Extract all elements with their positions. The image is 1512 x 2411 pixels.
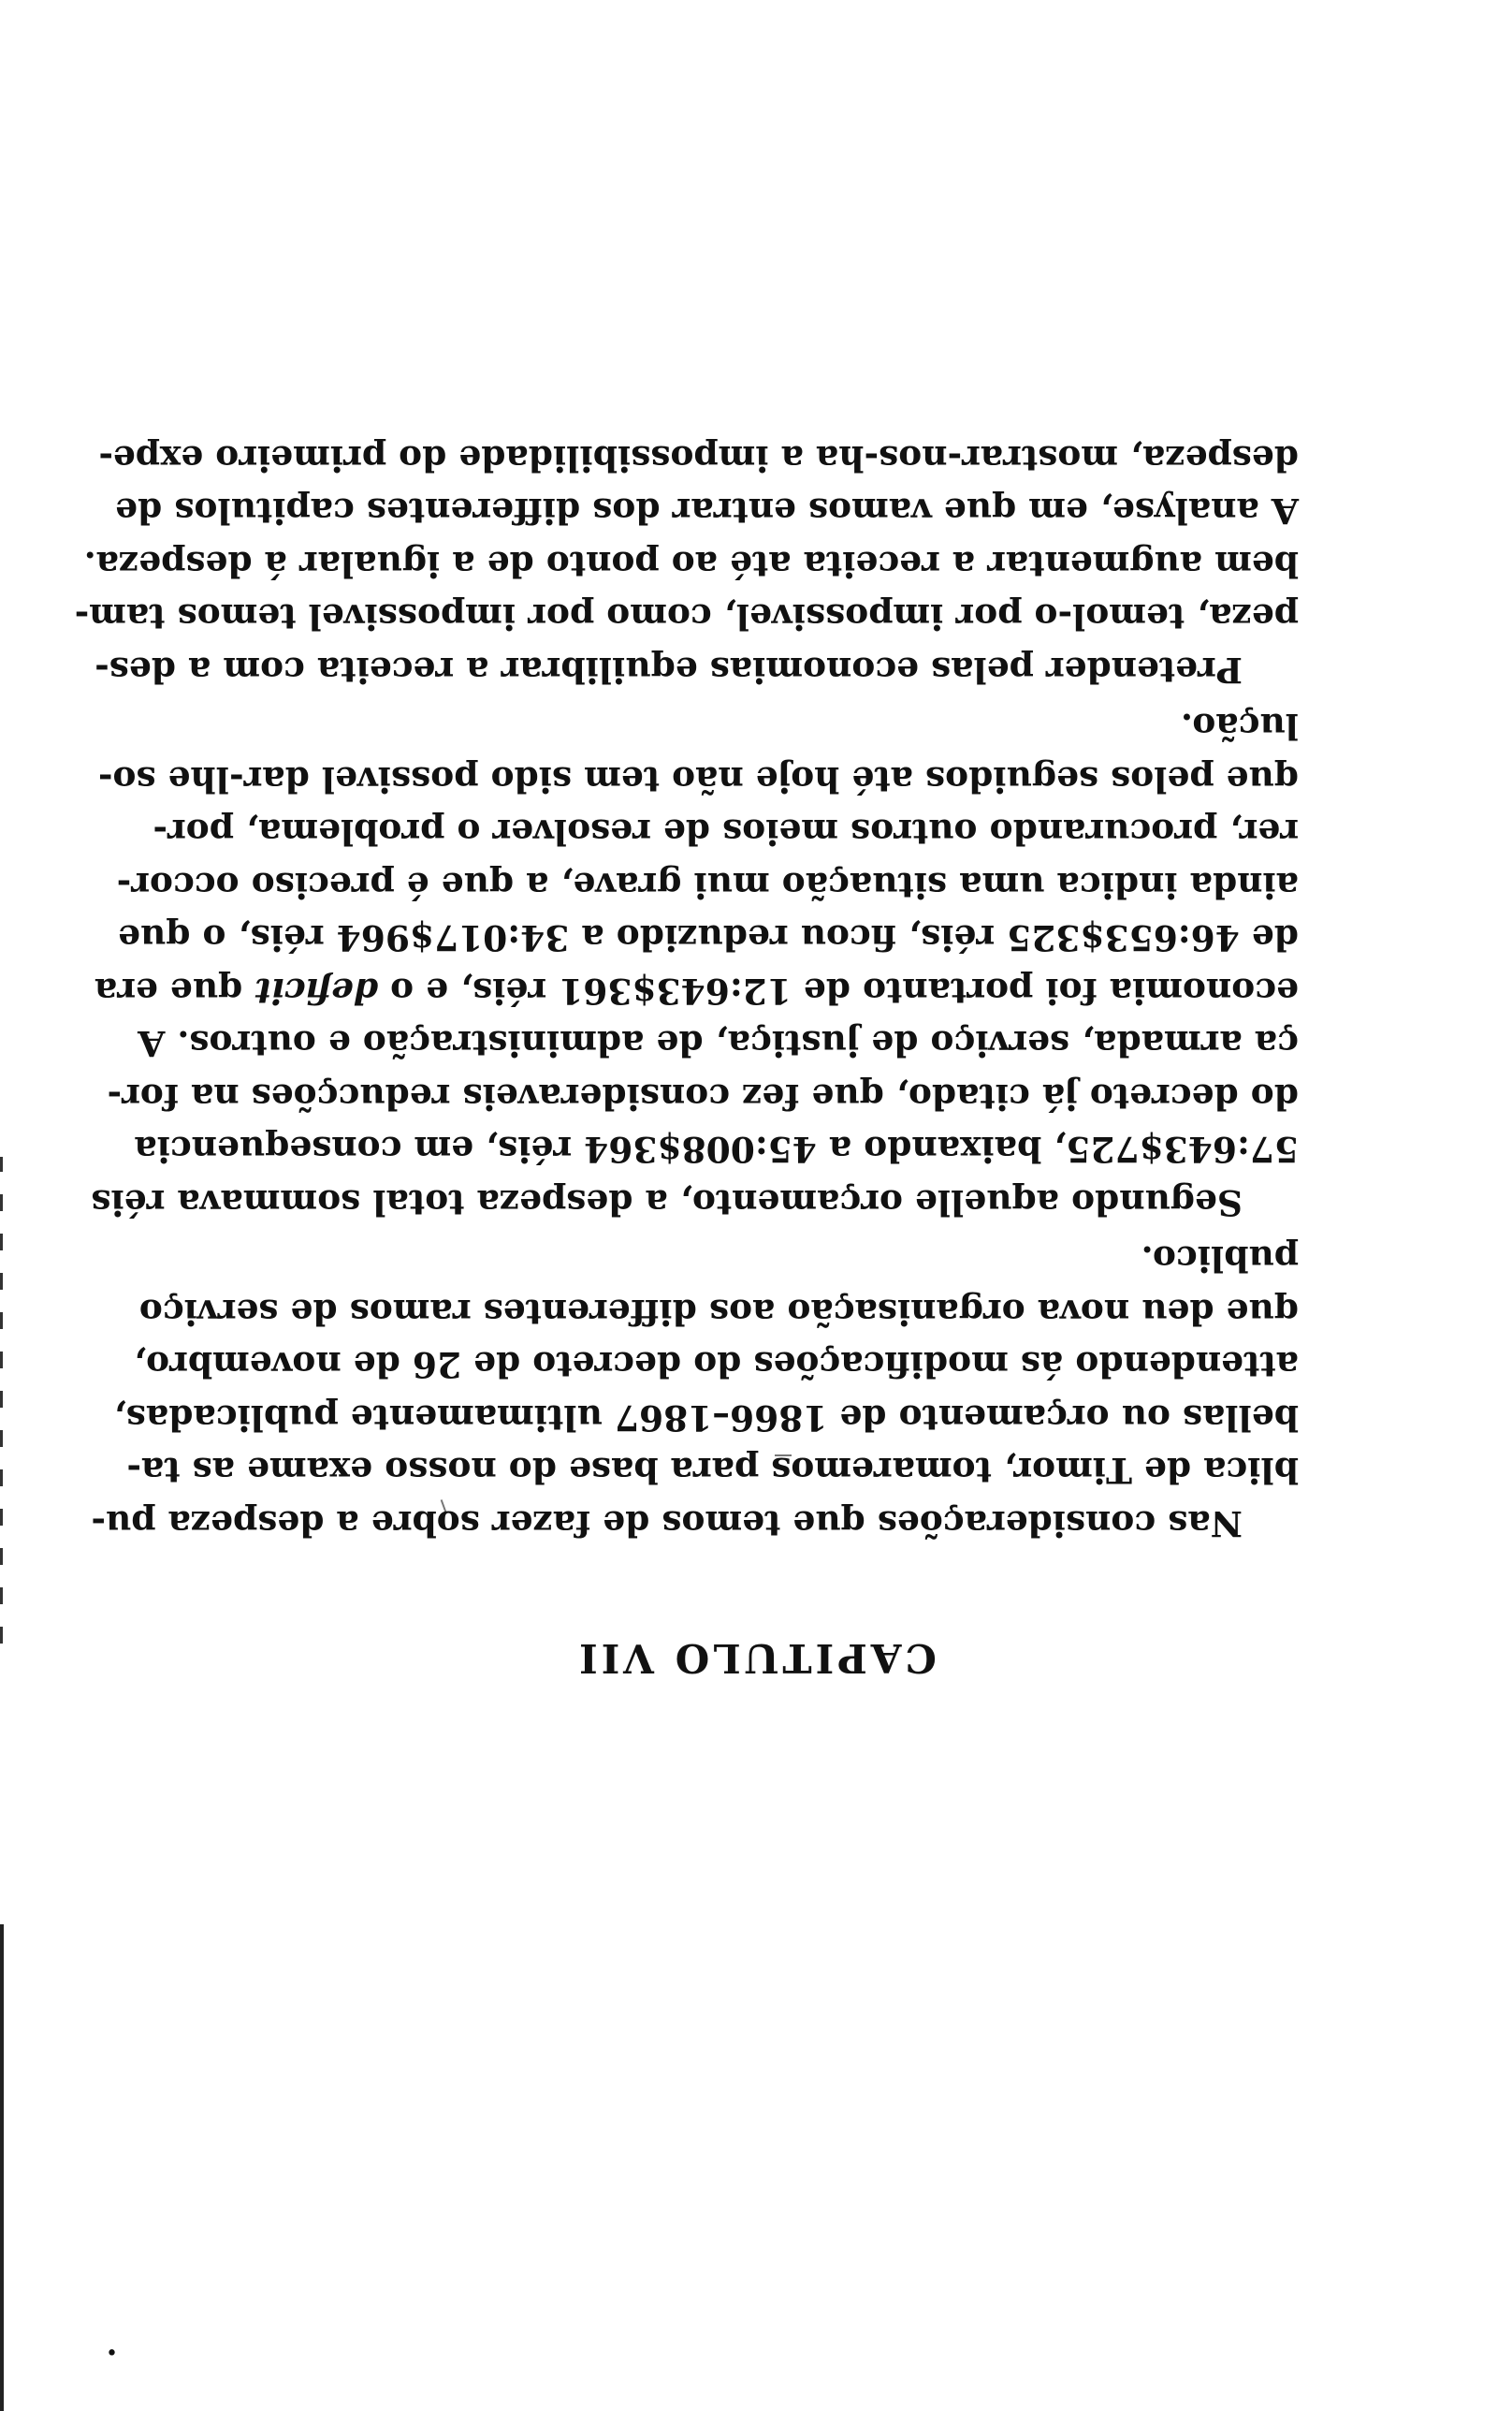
text-line: que pelos seguidos até hoje não tem sido possivel dar-lhe so- [97,759,1299,800]
text-line: despeza, mostrar-nos-ha a impossibilidade do primeiro expe- [98,438,1299,479]
text-line: de 46:653$325 réis, ficou reduzido a 34:017$964 réis, o que [118,917,1299,959]
italic-word: deficit [254,971,379,1012]
text-line: bellas ou orçamento de 1866–1867 ultimamente publicadas, [113,1397,1299,1439]
text-line: blica de Timor, tomaremos para base do nosso exame as ta- [126,1450,1299,1492]
text-line: do decreto já citado, que fez consideraveis reducções na for- [107,1076,1299,1118]
text-line: ainda indica uma situação mui grave, a que é preciso occor- [116,865,1299,906]
text-line: lução. [1180,706,1299,748]
text-line: que deu nova organisação aos differentes ramos de serviço [138,1292,1299,1333]
chapter-title: CAPITULO VII [575,1635,937,1681]
text-line: Segundo aquelle orçamento, a despeza total sommava réis [91,1182,1243,1223]
text-line: Nas considerações que temos de fazer sobre a despeza pu- [91,1503,1243,1544]
text-line: A analyse, em que vamos entrar dos differentes capitulos de [115,490,1299,533]
text-line: ça armada, serviço de justiça, de administração e outros. A [138,1023,1299,1065]
binding-edge [0,1924,4,2411]
text-line: peza, temol-o por impossivel, como por impossivel temos tam- [74,596,1299,638]
text-line: bem augmentar a receita até ao ponto de a igualar á despeza. [83,544,1299,585]
text-line: Pretender pelas economias equilibrar a receita com a des- [94,650,1243,691]
text-line: attendendo ás modificações do decreto de 26 de novembro, [134,1344,1299,1386]
text-line: economia foi portanto de 12:643$361 réis, e o deficit que era [94,971,1299,1012]
binding-edge-dashes [0,1157,3,1644]
bullet-mark: • [106,2339,118,2362]
text-line: 57:643$725, baixando a 45:008$364 réis, em consequencia [134,1129,1299,1171]
text-line: rer, procurando outros meios de resolver o problema, por- [153,811,1299,854]
body-text [74,432,1299,1551]
text-line: publico. [1141,1238,1299,1280]
